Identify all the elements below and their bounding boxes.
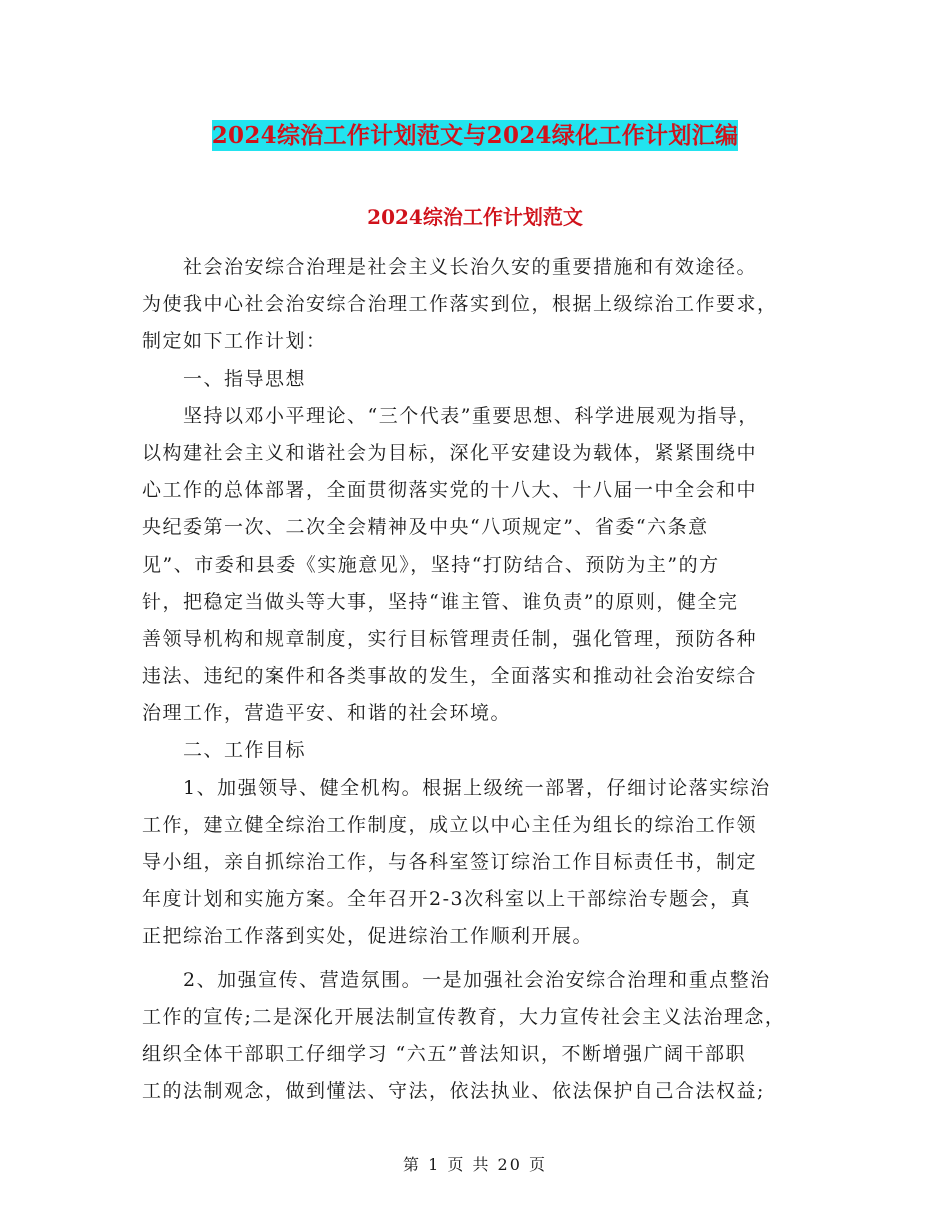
paragraph-line: 组织全体干部职工仔细学习 “六五”普法知识，不断增强广阔干部职: [142, 1042, 746, 1065]
paragraph-line: 针，把稳定当做头等大事，坚持“谁主管、谁负责”的原则，健全完: [142, 590, 739, 613]
paragraph-line: 央纪委第一次、二次全会精神及中央“八项规定”、省委“六条意: [142, 516, 709, 539]
paragraph-line: 正把综治工作落到实处，促进综治工作顺利开展。: [142, 925, 594, 948]
section-heading: 一、指导思想: [142, 367, 307, 390]
paragraph-line: 2、加强宣传、营造氛围。一是加强社会治安综合治理和重点整治: [142, 968, 771, 991]
paragraph-line: 为使我中心社会治安综合治理工作落实到位，根据上级综治工作要求，: [142, 293, 778, 316]
paragraph-line: 违法、违纪的案件和各类事故的发生，全面落实和推动社会治安综合: [142, 665, 758, 688]
paragraph-line: 坚持以邓小平理论、“三个代表”重要思想、科学进展观为指导，: [142, 404, 759, 427]
paragraph-line: 年度计划和实施方案。全年召开2-3次科室以上干部综治专题会，真: [142, 888, 752, 911]
paragraph-line: 工作的宣传;二是深化开展法制宣传教育，大力宣传社会主义法治理念，: [142, 1005, 786, 1028]
main-title-highlight: 2024综治工作计划范文与2024绿化工作计划汇编: [211, 122, 739, 149]
paragraph-line: 制定如下工作计划：: [142, 330, 327, 353]
paragraph-line: 以构建社会主义和谐社会为目标，深化平安建设为载体，紧紧围绕中: [142, 441, 758, 464]
paragraph-line: 工的法制观念，做到懂法、守法，依法执业、依法保护自己合法权益;: [142, 1080, 765, 1103]
section-heading: 二、工作目标: [142, 739, 307, 762]
paragraph-line: 1、加强领导、健全机构。根据上级统一部署，仔细讨论落实综治: [142, 776, 771, 799]
document-main-title: [0, 113, 950, 152]
paragraph-line: 善领导机构和规章制度，实行目标管理责任制，强化管理，预防各种: [142, 627, 758, 650]
paragraph-line: 治理工作，营造平安、和谐的社会环境。: [142, 702, 512, 725]
document-body: [142, 249, 810, 1110]
paragraph-line: 工作，建立健全综治工作制度，成立以中心主任为组长的综治工作领: [142, 813, 758, 836]
paragraph-line: 导小组，亲自抓综治工作，与各科室签订综治工作目标责任书，制定: [142, 851, 758, 873]
paragraph-line: 见”、市委和县委《实施意见》，坚持“打防结合、预防为主”的方: [142, 553, 720, 576]
paragraph-line: 社会治安综合治理是社会主义长治久安的重要措施和有效途径。: [142, 256, 758, 278]
page-number-footer: 第 1 页 共 20 页: [403, 1155, 547, 1174]
document-sub-title: 2024综治工作计划范文: [367, 205, 583, 229]
paragraph-line: 心工作的总体部署，全面贯彻落实党的十八大、十八届一中全会和中: [142, 479, 758, 502]
